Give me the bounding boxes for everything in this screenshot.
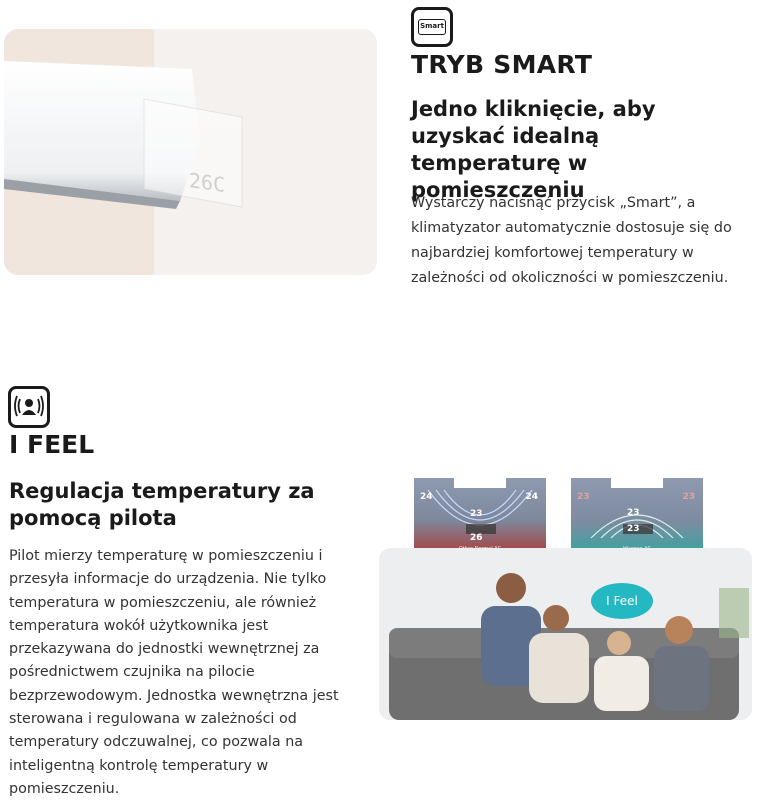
temp-label: 24 [420, 492, 433, 502]
person-signal-icon [8, 386, 50, 428]
temp-label: 23 [627, 508, 640, 518]
family-illustration [379, 548, 752, 720]
temp-label: 23 [682, 492, 695, 502]
ifeel-subtitle: Regulacja temperatury za pomocą pilota [9, 479, 315, 530]
temp-label: 23 [577, 492, 590, 502]
air-conditioner-illustration [4, 29, 377, 275]
ifeel-title: I FEEL [9, 430, 95, 459]
temp-label: 23 [627, 524, 640, 534]
air-conditioner-image [4, 29, 377, 275]
ac-display-text: 26C [189, 168, 226, 198]
comparison-hisense-ac [571, 478, 703, 554]
ifeel-speech-bubble: I Feel [591, 583, 653, 619]
temp-label: 23 [470, 509, 483, 519]
ifeel-description: Pilot mierzy temperaturę w pomieszczeniu i przesyła informacje do urządzenia. Nie tylko temperatura w pomieszczeniu, ale również temperatura wokół użytkownika jest przekazywana do jednostki wewnętrznej za pośrednictwem czujnika na pilocie bezprzewodowym. Jednostka wewnętrzna jest sterowana i regulowana w zależności od temperatury odczuwalnej, co pozwala na inteligentną kontrolę temperatury w pomieszczeniu. [9, 548, 339, 797]
smart-icon-label: Smart [418, 19, 446, 35]
smart-mode-subtitle: Jedno kliknięcie, aby uzyskać idealną temperaturę w pomieszczeniu [411, 97, 656, 202]
temp-label: 26 [470, 533, 483, 543]
person-signal-glyph [14, 393, 44, 421]
smart-button-icon [411, 7, 453, 47]
comparison-other-ac [414, 478, 546, 554]
smart-mode-title: TRYB SMART [411, 50, 593, 79]
smart-mode-description: Wystarczy nacisnąć przycisk „Smart”, a klimatyzator automatycznie dostosuje się do najbardziej komfortowej temperatury w zależności od okoliczności w pomieszczeniu. [411, 195, 732, 286]
temp-label: 24 [525, 492, 538, 502]
family-photo [379, 548, 752, 720]
